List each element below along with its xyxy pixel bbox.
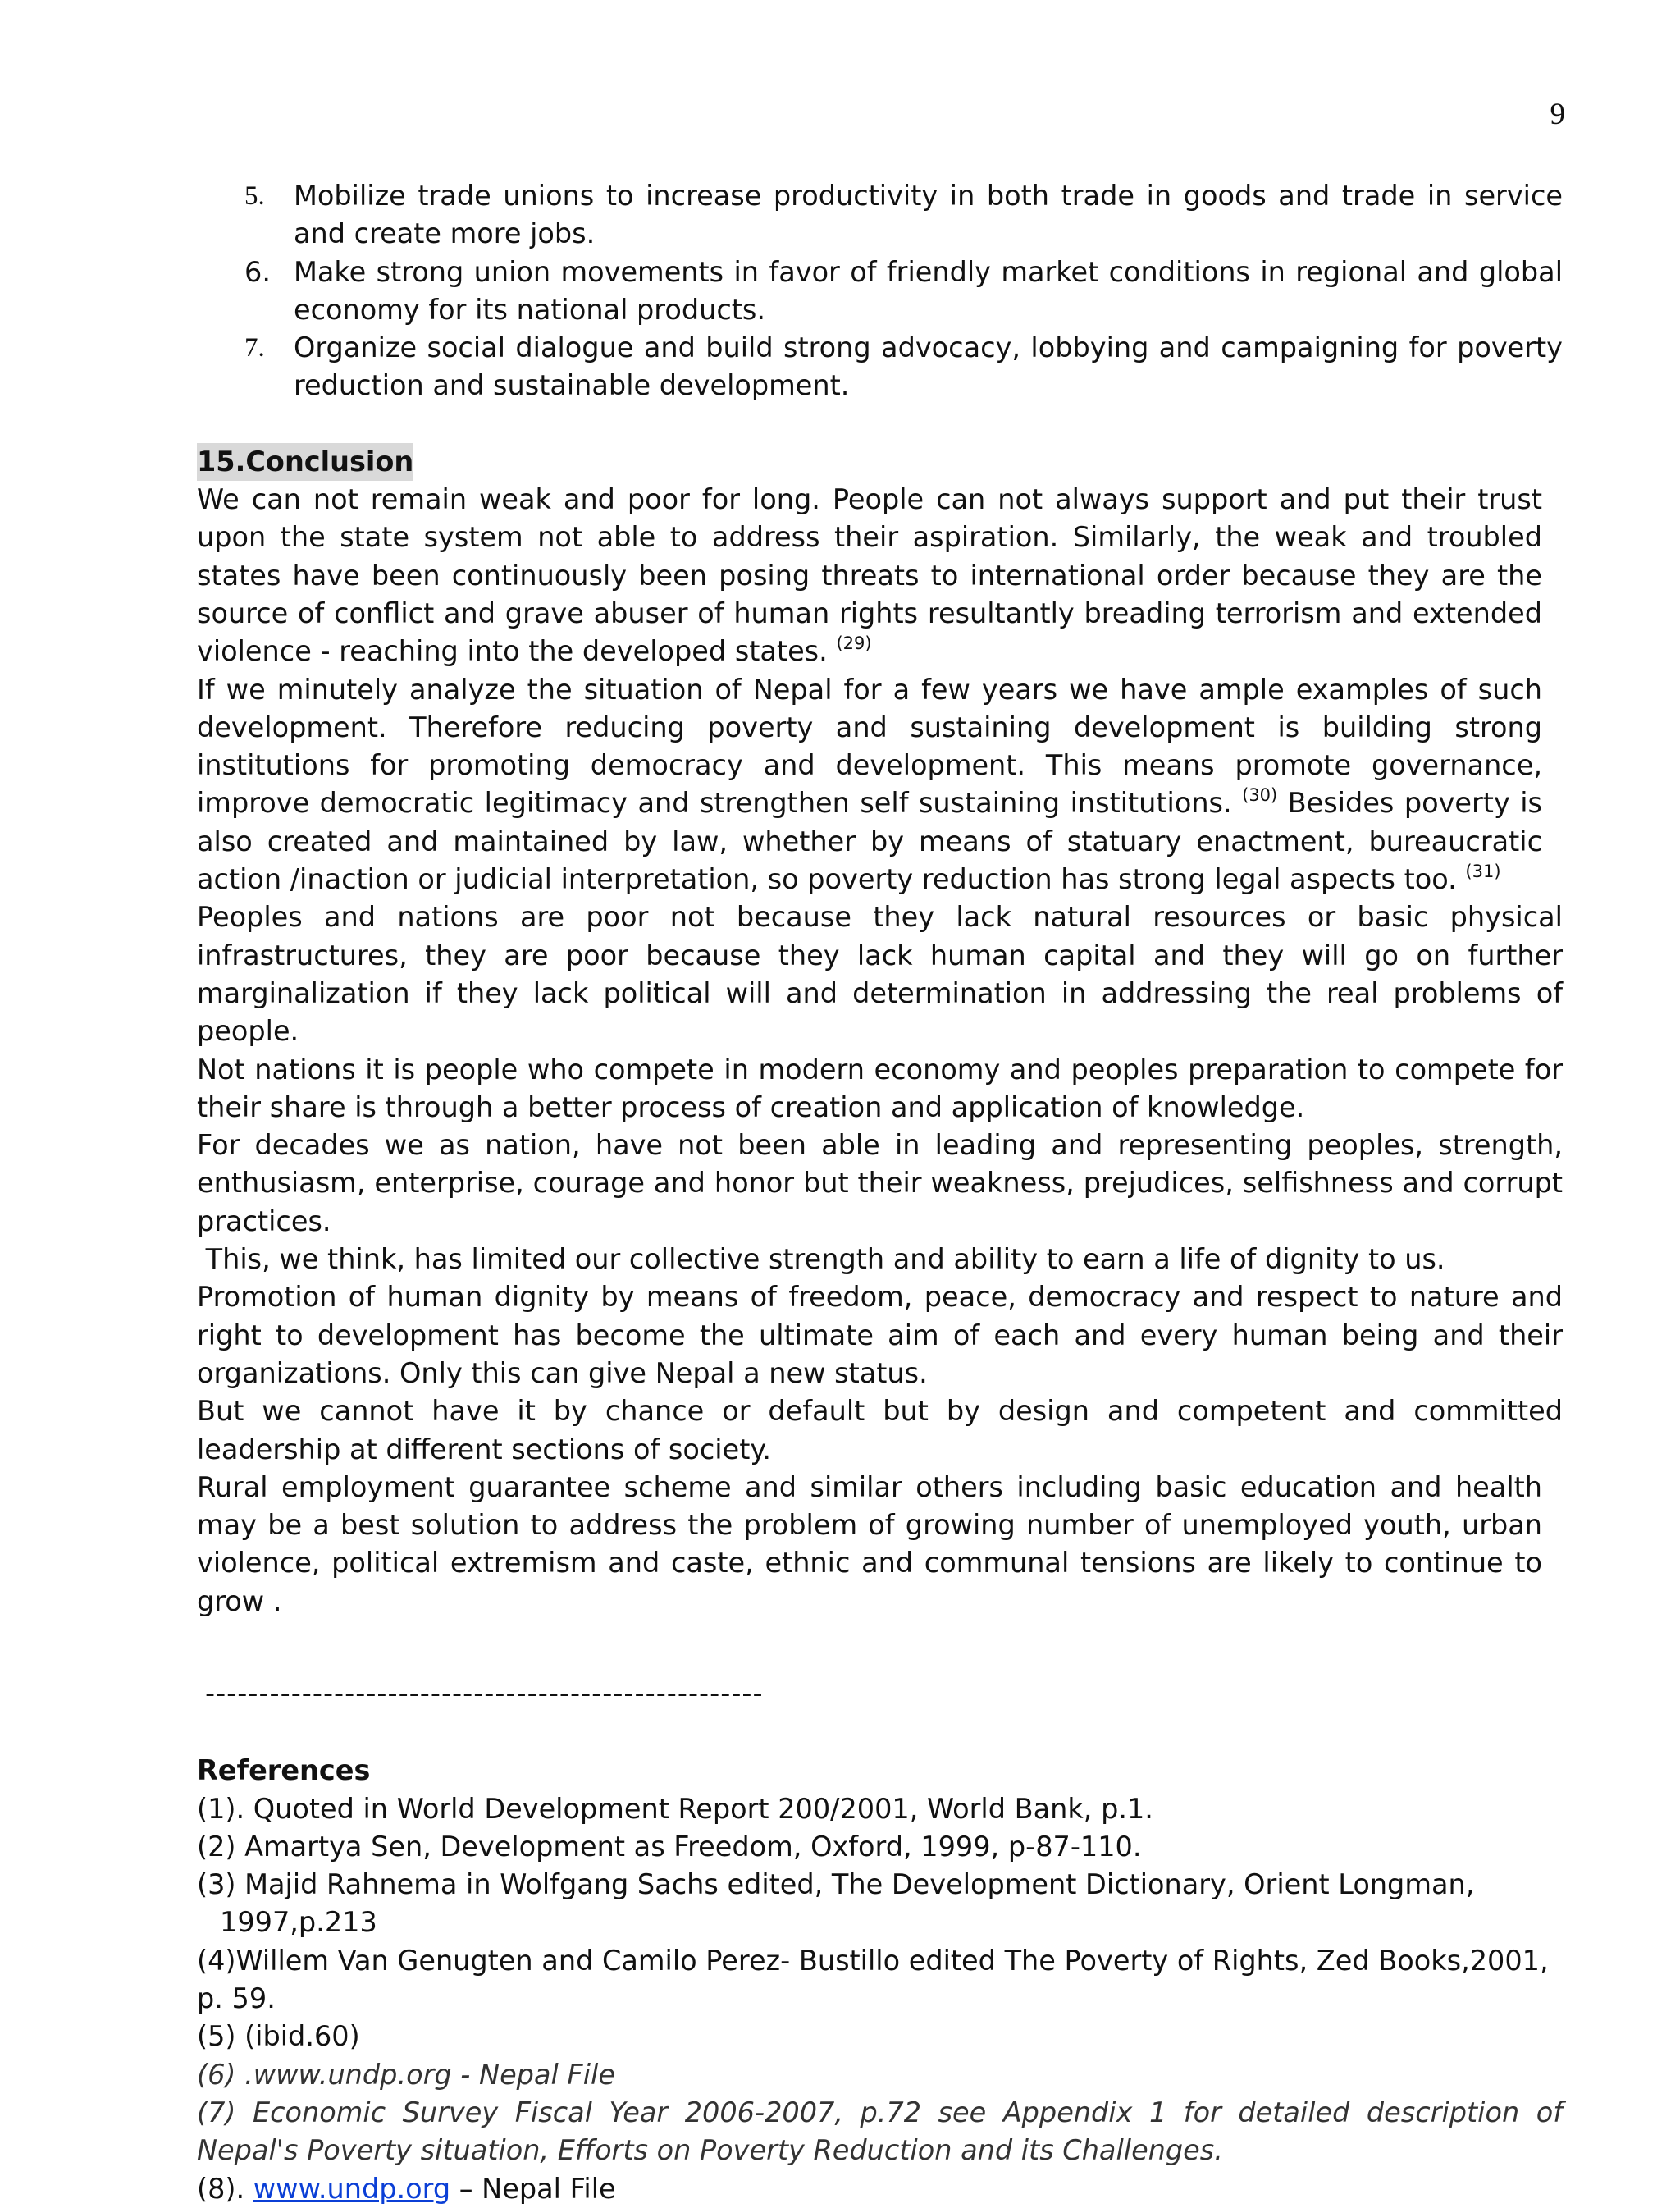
list-item-text: Organize social dialogue and build strong advocacy, lobbying and campaigning for poverty reduction and sustainable development. bbox=[294, 331, 1563, 402]
list-item bbox=[197, 254, 1563, 330]
conclusion-paragraph: For decades we as nation, have not been able in leading and representing peoples, strength, enthusiasm, enterprise, courage and honor but their weakness, prejudices, selfishness and corrupt practices. bbox=[197, 1129, 1563, 1237]
reference-prefix: (8). bbox=[197, 2172, 253, 2205]
separator-line: ---------------------------------------------------- bbox=[205, 1676, 764, 1709]
conclusion-paragraph: Promotion of human dignity by means of freedom, peace, democracy and respect to nature and right to development has become the ultimate aim of each and every human being and their organizations. Only this can give Nepal a new status. bbox=[197, 1281, 1563, 1389]
references-list bbox=[197, 1790, 1563, 2208]
list-item-text: Mobilize trade unions to increase productivity in both trade in goods and trade in service and create more jobs. bbox=[294, 180, 1563, 250]
section-heading-conclusion: 15.Conclusion bbox=[197, 443, 413, 481]
conclusion-paragraph bbox=[197, 481, 1542, 670]
paragraph-text: Besides poverty is also created and maintained by law, whether by means of statuary enactment, bureaucratic action /inaction or judicial interpretation, so poverty reduction has strong legal aspects too. bbox=[197, 787, 1542, 896]
paragraph-text: We can not remain weak and poor for long. People can not always support and put their trust upon the state system not able to address their aspiration. Similarly, the weak and troubled states have been continuously been posing threats to international order because they are the source of conflict and grave abuser of human rights resultantly breading terrorism and extended violence - reaching into the developed states. bbox=[197, 483, 1542, 668]
list-item-text: Make strong union movements in favor of friendly market conditions in regional and global economy for its national products. bbox=[294, 255, 1563, 326]
list-item bbox=[197, 177, 1563, 254]
citation-marker: (30) bbox=[1242, 785, 1278, 806]
conclusion-block-2 bbox=[197, 898, 1563, 1468]
list-item-number: 7. bbox=[244, 333, 265, 363]
conclusion-block-1 bbox=[197, 481, 1542, 898]
reference-item: (2) Amartya Sen, Development as Freedom, Oxford, 1999, p-87-110. bbox=[197, 1830, 1142, 1863]
citation-marker: (29) bbox=[836, 633, 872, 654]
reference-item: (1). Quoted in World Development Report 200/2001, World Bank, p.1. bbox=[197, 1792, 1153, 1825]
reference-suffix: – Nepal File bbox=[450, 2172, 616, 2205]
reference-item: (7) Economic Survey Fiscal Year 2006-2007, p.72 see Appendix 1 for detailed description of Nepal's Poverty situation, Efforts on Poverty Reduction and its Challenges. bbox=[197, 2096, 1563, 2167]
reference-item: (5) (ibid.60) bbox=[197, 2020, 360, 2053]
conclusion-paragraph: Peoples and nations are poor not because they lack natural resources or basic physical infrastructures, they are poor because they lack human capital and they will go on further marginalization if they lack political will and determination in addressing the real problems of people. bbox=[197, 901, 1563, 1048]
list-item bbox=[197, 329, 1563, 405]
conclusion-paragraph bbox=[197, 671, 1542, 899]
conclusion-paragraph: Rural employment guarantee scheme and similar others including basic education and health may be a best solution to address the problem of growing number of unemployed youth, urban violence, political extremism and caste, ethnic and communal tensions are likely to continue to grow . bbox=[197, 1470, 1542, 1617]
list-item-number: 5. bbox=[244, 181, 265, 211]
references-heading: References bbox=[197, 1754, 371, 1787]
conclusion-paragraph: Not nations it is people who compete in modern economy and peoples preparation to compete for their share is through a better process of creation and application of knowledge. bbox=[197, 1053, 1563, 1123]
action-list bbox=[197, 177, 1563, 405]
conclusion-block-3 bbox=[197, 1469, 1542, 1621]
undp-link[interactable]: www.undp.org bbox=[253, 2172, 451, 2205]
reference-item: (6) .www.undp.org - Nepal File bbox=[197, 2058, 615, 2091]
conclusion-paragraph: This, we think, has limited our collective strength and ability to earn a life of dignity to us. bbox=[197, 1243, 1445, 1276]
paragraph-text: If we minutely analyze the situation of Nepal for a few years we have ample examples of such development. Therefore reducing poverty and sustaining development is building strong institutions for promoting democracy and development. This means promote governance, improve democratic legitimacy and strengthen self sustaining institutions. bbox=[197, 673, 1542, 820]
document-body bbox=[197, 177, 1563, 2208]
citation-marker: (31) bbox=[1465, 862, 1501, 882]
list-item-number: 6. bbox=[244, 255, 271, 288]
page-number: 9 bbox=[1550, 98, 1565, 131]
reference-item: (3) Majid Rahnema in Wolfgang Sachs edited, The Development Dictionary, Orient Longman, bbox=[197, 1868, 1475, 1901]
reference-item-continuation: 1997,p.213 bbox=[220, 1906, 377, 1939]
reference-item: (4)Willem Van Genugten and Camilo Perez- Bustillo edited The Poverty of Rights, Zed Books,2001, p. 59. bbox=[197, 1944, 1549, 2015]
conclusion-paragraph: But we cannot have it by chance or default but by design and competent and committed leadership at different sections of society. bbox=[197, 1395, 1563, 1465]
reference-item bbox=[197, 2170, 1563, 2208]
